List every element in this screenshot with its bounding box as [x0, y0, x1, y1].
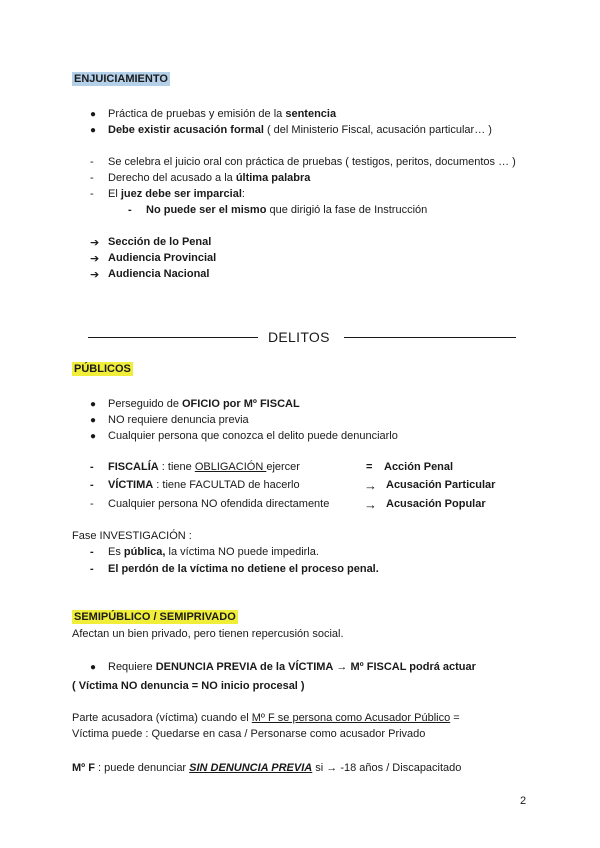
section-title-delitos: DELITOS: [268, 329, 330, 345]
role-symbol: =: [366, 461, 373, 473]
dash-marker: -: [90, 546, 94, 558]
semi-intro: Afectan un bien privado, pero tienen repercusión social.: [72, 628, 344, 640]
list-item: El juez debe ser imparcial:: [108, 188, 245, 200]
list-item: Práctica de pruebas y emisión de la sentencia: [108, 108, 337, 120]
arrow-right-icon: ➔: [90, 253, 100, 265]
list-item: Perseguido de OFICIO por Mº FISCAL: [108, 398, 300, 410]
sub-list-item: No puede ser el mismo que dirigió la fase de Instrucción: [146, 204, 428, 216]
role-row-victima: VÍCTIMA : tiene FACULTAD de hacerlo: [108, 479, 300, 491]
dash-marker: -: [90, 479, 94, 491]
list-item: Debe existir acusación formal ( del Ministerio Fiscal, acusación particular… ): [108, 124, 492, 136]
bullet-icon: ●: [90, 399, 97, 410]
arrow-right-icon: →: [364, 478, 377, 493]
list-item-continuation: ( Víctima NO denuncia = NO inicio procesal ): [72, 680, 305, 692]
list-item: Es pública, la víctima NO puede impedirla.: [108, 546, 319, 558]
list-item: Requiere DENUNCIA PREVIA de la VÍCTIMA → Mº FISCAL podrá actuar: [108, 661, 476, 673]
arrow-right-icon: →: [364, 497, 377, 512]
list-item: Cualquier persona que conozca el delito puede denunciarlo: [108, 430, 398, 442]
bullet-icon: ●: [90, 415, 97, 426]
dash-marker: -: [90, 498, 94, 510]
heading-enjuiciamiento: ENJUICIAMIENTO: [74, 73, 168, 85]
divider-rule-right: [344, 337, 516, 338]
list-item: Audiencia Nacional: [108, 268, 210, 280]
role-result: Acusación Popular: [386, 498, 486, 510]
list-item: NO requiere denuncia previa: [108, 414, 249, 426]
list-item: Se celebra el juicio oral con práctica de pruebas ( testigos, peritos, documentos … ): [108, 156, 516, 168]
arrow-right-icon: ➔: [90, 269, 100, 281]
bullet-icon: ●: [90, 125, 97, 136]
role-row-cualquier: Cualquier persona NO ofendida directamente: [108, 498, 330, 510]
role-result: Acusación Particular: [386, 479, 496, 491]
divider-rule-left: [88, 337, 258, 338]
bullet-icon: ●: [90, 109, 97, 120]
arrow-right-icon: ➔: [90, 237, 100, 249]
list-item: Sección de lo Penal: [108, 236, 212, 248]
dash-marker: -: [90, 563, 94, 575]
list-item: Derecho del acusado a la última palabra: [108, 172, 311, 184]
list-item: El perdón de la víctima no detiene el proceso penal.: [108, 563, 379, 575]
dash-marker: -: [90, 172, 94, 184]
paragraph-line: Víctima puede : Quedarse en casa / Personarse como acusador Privado: [72, 728, 426, 740]
heading-publicos: PÚBLICOS: [74, 363, 131, 375]
dash-marker: -: [90, 156, 94, 168]
fase-label: Fase INVESTIGACIÓN :: [72, 530, 192, 542]
role-row-fiscalia: FISCALÍA : tiene OBLIGACIÓN ejercer: [108, 461, 300, 473]
page-number: 2: [520, 795, 527, 807]
heading-semipublico: SEMIPÚBLICO / SEMIPRIVADO: [74, 611, 236, 623]
bullet-icon: ●: [90, 662, 97, 673]
bullet-icon: ●: [90, 431, 97, 442]
paragraph-line: Parte acusadora (víctima) cuando el Mº F se persona como Acusador Público =: [72, 712, 460, 724]
mf-line: Mº F : puede denunciar SIN DENUNCIA PREVIA si → -18 años / Discapacitado: [72, 762, 462, 774]
dash-marker: -: [90, 188, 94, 200]
dash-marker: -: [128, 204, 132, 216]
list-item: Audiencia Provincial: [108, 252, 217, 264]
role-result: Acción Penal: [384, 461, 454, 473]
dash-marker: -: [90, 461, 94, 473]
